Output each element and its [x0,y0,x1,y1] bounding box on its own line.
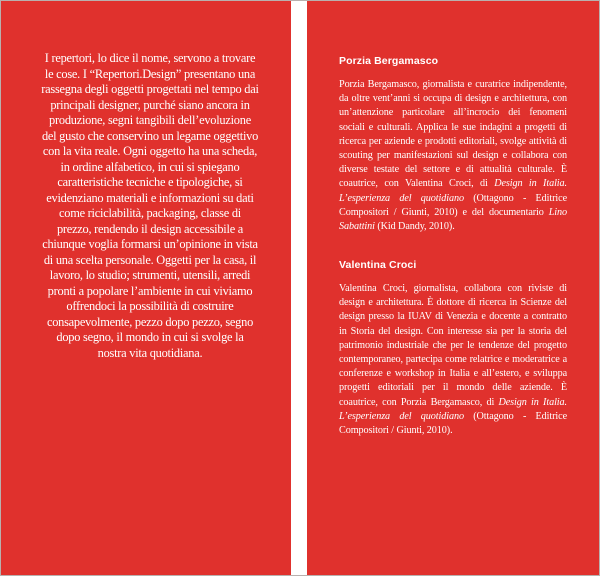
bio-text-part: (Ottagono - Editrice Compositori / Giunti, 2010). [339,410,567,437]
bio-text-part: (Ottagono - Editrice Compositori / Giunti, 2010) e del documentario [339,192,567,218]
author-name: Valentina Croci [339,259,417,271]
book-title: Design in Italia. L’esperienza del quotidiano [339,396,567,422]
author-name: Porzia Bergamasco [339,55,439,67]
book-title: Design in Italia. L’esperienza del quotidiano [339,178,567,204]
author-bio-text [339,282,567,438]
left-flap-panel [1,1,291,575]
documentary-title: Lino Sabattini [339,206,567,233]
author-bio-text [339,78,567,234]
bio-text-part: Porzia Bergamasco, giornalista e curatrice indipendente, da oltre vent’anni si occupa di design e architettura, con un’attenzione particolare all’incrocio dei fenomeni sociali e culturali. Applica le sue indagini a progetti di ricerca per aziende e prodotti editoriali, svolge attività di scouting per manifestazioni sul design e collabora con diverse testate del settore e di attualità culturale. È coautrice, con Valentina Croci, di [339,79,567,190]
right-flap-panel [307,1,599,575]
bio-text-part: (Kid Dandy, 2010). [374,221,455,233]
bio-text-part: Valentina Croci, giornalista, collabora con riviste di design e architettura. È dottore di ricerca in Scienze del design presso la IUAV di Venezia e docente a contratto in Storia del design. Con interesse sia per la storia del patrimonio industriale che per le tendenze del progetto contemporaneo, partecipa come relatrice e moderatrice a conferenze e workshop in Italia e all’estero, e sviluppa progetti editoriali per il mondo delle aziende. È coautrice, con Porzia Bergamasco, di [339,283,567,408]
author-bio-croci [339,259,567,438]
author-bio-bergamasco [339,55,567,234]
series-description: I repertori, lo dice il nome, servono a trovare le cose. I “Repertori.Design” presentano una rassegna degli oggetti progettati nel tempo dai principali designer, purché siano ancora in produzione, segni tangibili dell’evoluzione del gusto che conservino un legame oggettivo con la vita reale. Ogni oggetto ha una scheda, in ordine alfabetico, in cui si spiegano caratteristiche tecniche e tipologiche, si evidenziano materiali e informazioni su dati come riciclabilità, packaging, classe di prezzo, rendendo il design accessibile a chiunque voglia formarsi un’opinione in vista di una scelta personale. Oggetti per la casa, il lavoro, lo studio; strumenti, utensili, arredi pronti a popolare l’ambiente in cui viviamo offrendoci la possibilità di costruire consapevolmente, pezzo dopo pezzo, segno dopo segno, il mondo in cui si svolge la nostra vita quotidiana. [41,51,259,360]
